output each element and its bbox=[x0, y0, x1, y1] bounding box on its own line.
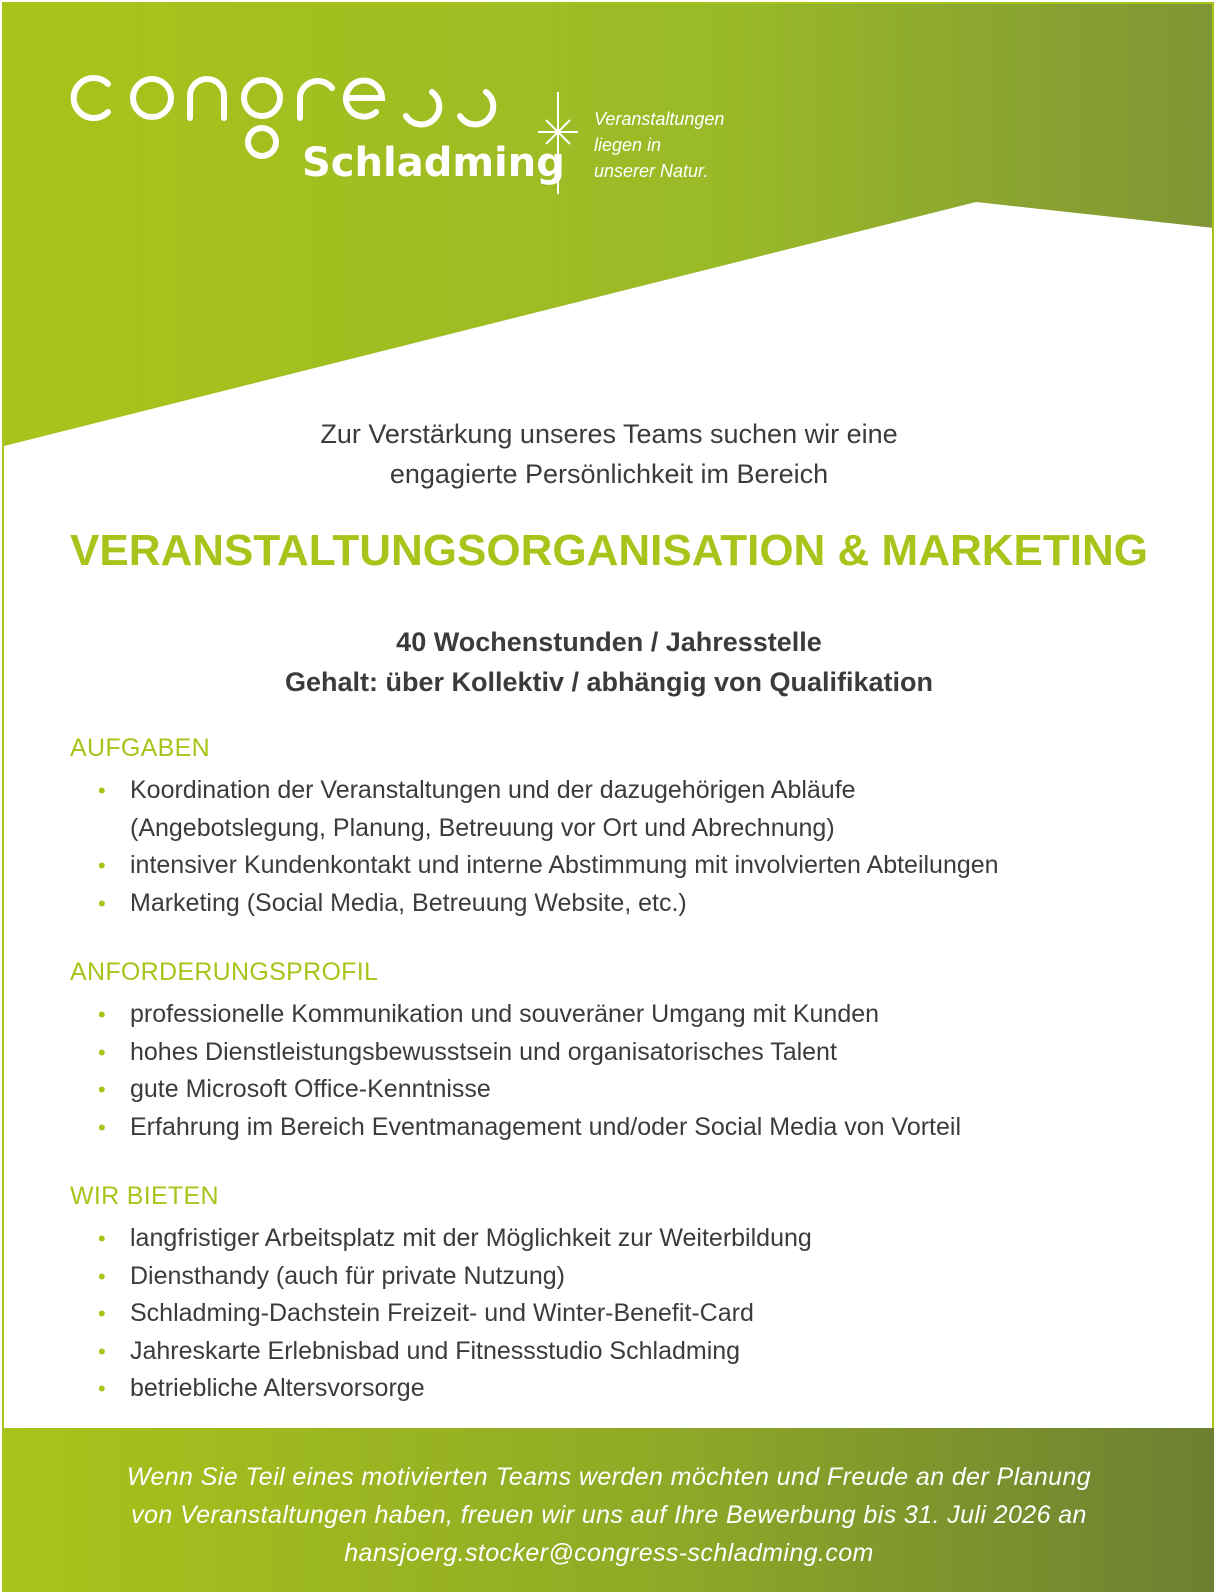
list-item bbox=[98, 1295, 812, 1333]
intro-line: Zur Verstärkung unseres Teams suchen wir eine bbox=[320, 419, 898, 449]
footer-text bbox=[4, 1458, 1214, 1572]
contact-email: hansjoerg.stocker@congress-schladming.com bbox=[344, 1539, 874, 1567]
list-item-text: (Angebotslegung, Planung, Betreuung vor Ort und Abrechnung) bbox=[130, 813, 835, 842]
list-item-text: Koordination der Veranstaltungen und der dazugehörigen Abläufe bbox=[130, 776, 856, 804]
condition-salary: Gehalt: über Kollektiv / abhängig von Qualifikation bbox=[284, 667, 934, 697]
logo-tagline bbox=[594, 106, 724, 184]
list-item-text: intensiver Kundenkontakt und interne Abstimmung mit involvierten Abteilungen bbox=[130, 851, 999, 879]
bullet-icon: • bbox=[98, 1376, 106, 1401]
list-item-continuation bbox=[98, 810, 999, 848]
condition-hours: 40 Wochenstunden / Jahresstelle bbox=[396, 627, 822, 657]
bullet-icon: • bbox=[98, 853, 106, 878]
list-item-text: hohes Dienstleistungsbewusstsein und organisatorisches Talent bbox=[130, 1037, 837, 1066]
bullet-icon: • bbox=[98, 1226, 106, 1251]
wir-bieten-list bbox=[98, 1220, 812, 1408]
list-item bbox=[98, 1071, 961, 1109]
list-item-text: langfristiger Arbeitsplatz mit der Möglichkeit zur Weiterbildung bbox=[130, 1224, 812, 1252]
footer-banner bbox=[4, 1428, 1214, 1592]
bullet-icon: • bbox=[98, 1114, 106, 1140]
list-item bbox=[98, 885, 999, 923]
intro-text bbox=[0, 414, 1218, 494]
list-item bbox=[98, 1220, 812, 1258]
job-conditions bbox=[0, 622, 1218, 702]
tagline-line: unserer Natur. bbox=[594, 161, 709, 181]
list-item bbox=[98, 1258, 812, 1296]
tagline-line: Veranstaltungen bbox=[594, 109, 725, 129]
bullet-icon: • bbox=[98, 890, 106, 916]
list-item bbox=[98, 1370, 812, 1408]
section-heading-aufgaben: AUFGABEN bbox=[70, 734, 210, 762]
bullet-icon: • bbox=[98, 1077, 106, 1102]
list-item-text: Jahreskarte Erlebnisbad und Fitnessstudio Schladming bbox=[130, 1336, 741, 1365]
list-item-text: betriebliche Altersvorsorge bbox=[130, 1374, 425, 1402]
intro-line: engagierte Persönlichkeit im Bereich bbox=[389, 459, 829, 489]
logo-wordmark-schladming: Schladming bbox=[302, 140, 565, 186]
bullet-icon: • bbox=[98, 1301, 106, 1326]
list-item-text: Schladming-Dachstein Freizeit- und Winter-Benefit-Card bbox=[130, 1299, 754, 1327]
congress-schladming-logo bbox=[62, 62, 582, 202]
list-item bbox=[98, 1034, 961, 1072]
bullet-icon: • bbox=[98, 1263, 106, 1289]
list-item-text: Erfahrung im Bereich Eventmanagement und/oder Social Media von Vorteil bbox=[130, 1112, 962, 1141]
bullet-icon: • bbox=[98, 1338, 106, 1364]
footer-line: von Veranstaltungen haben, freuen wir uns auf Ihre Bewerbung bis 31. Juli 2026 an bbox=[131, 1501, 1087, 1529]
anforderungsprofil-list bbox=[98, 996, 961, 1146]
section-heading-wir-bieten: WIR BIETEN bbox=[70, 1182, 219, 1210]
job-title: VERANSTALTUNGSORGANISATION & MARKETING bbox=[70, 526, 1148, 575]
footer-line: Wenn Sie Teil eines motivierten Teams werden möchten und Freude an der Planung bbox=[126, 1463, 1092, 1491]
list-item bbox=[98, 996, 961, 1034]
section-heading-anforderungsprofil: ANFORDERUNGSPROFIL bbox=[70, 958, 379, 986]
list-item bbox=[98, 772, 999, 810]
list-item-text: professionelle Kommunikation und souveräner Umgang mit Kunden bbox=[130, 1000, 880, 1028]
list-item bbox=[98, 847, 999, 885]
list-item-text: gute Microsoft Office-Kenntnisse bbox=[130, 1075, 491, 1103]
bullet-icon: • bbox=[98, 1039, 106, 1065]
list-item-text: Diensthandy (auch für private Nutzung) bbox=[130, 1261, 565, 1290]
bullet-icon: • bbox=[98, 1002, 106, 1027]
list-item bbox=[98, 1109, 961, 1147]
list-item bbox=[98, 1333, 812, 1371]
tagline-line: liegen in bbox=[594, 135, 662, 155]
bullet-icon: • bbox=[98, 778, 106, 803]
list-item-text: Marketing (Social Media, Betreuung Website, etc.) bbox=[130, 888, 687, 917]
aufgaben-list bbox=[98, 772, 999, 922]
